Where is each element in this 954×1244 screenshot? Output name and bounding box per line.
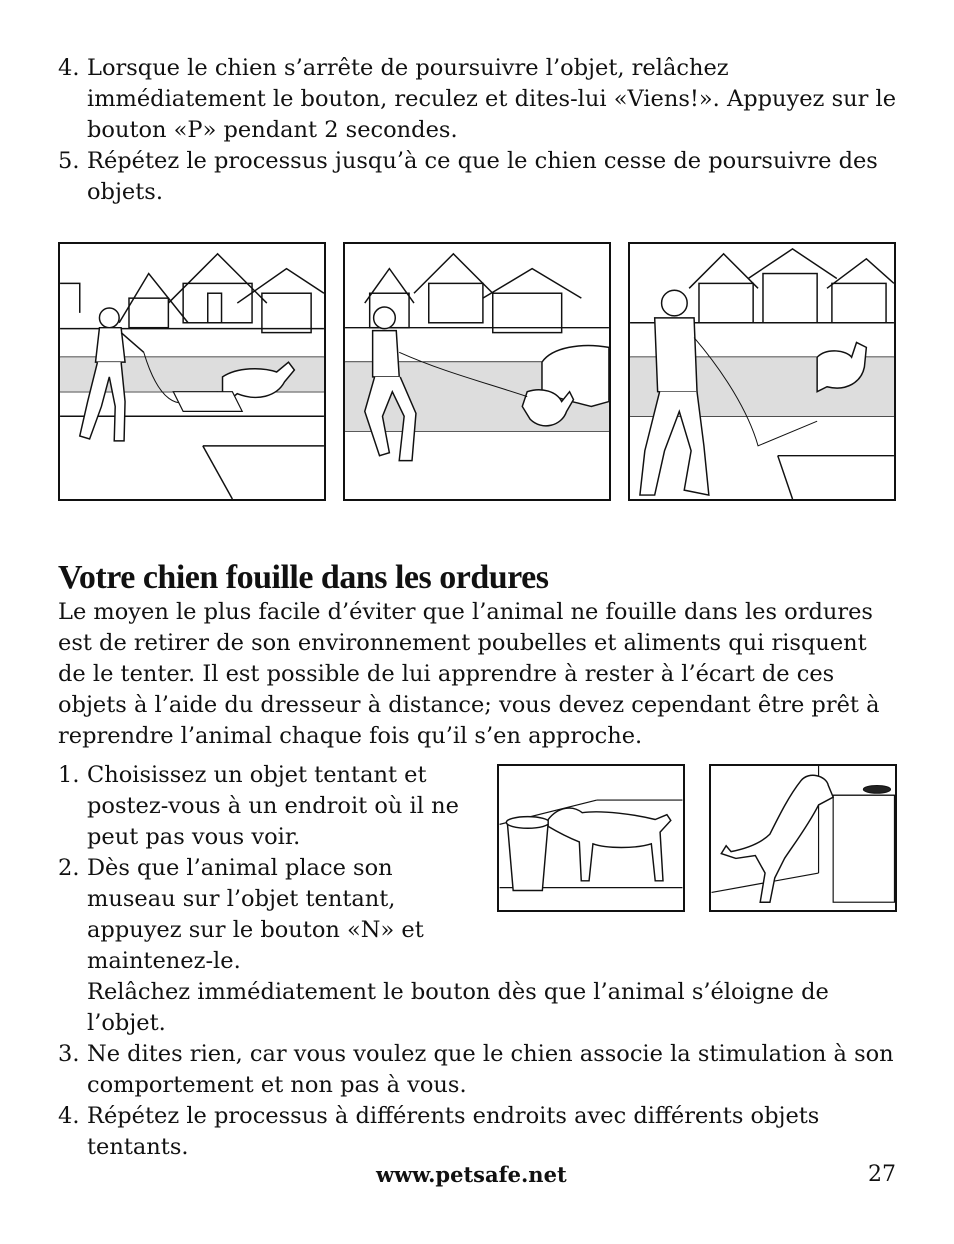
list-item — [58, 1101, 908, 1163]
illustration-panel-3 — [628, 242, 896, 501]
list-item — [58, 53, 898, 146]
top-instruction-list — [58, 53, 898, 208]
list-item-text: Dès que l’animal place son museau sur l’objet tentant, appuyez sur le bouton «N» et maintenez-le. — [87, 855, 424, 974]
list-item-number: 5. — [58, 148, 80, 174]
illustration-panel-trash — [497, 764, 685, 912]
footer-url: www.petsafe.net — [376, 1162, 567, 1187]
list-item-text: Choisissez un objet tentant et postez-vous à un endroit où il ne peut pas vous voir. — [87, 762, 459, 850]
list-item-text: Ne dites rien, car vous voulez que le chien associe la stimulation à son comportement et non pas à vous. — [87, 1041, 894, 1098]
list-item-number: 1. — [58, 762, 80, 788]
dog-jumping-on-counter-illustration — [711, 766, 895, 910]
person-dog-chasing-object-illustration — [60, 244, 324, 499]
list-item-number: 2. — [58, 855, 80, 881]
illustration-panel-2 — [343, 242, 611, 501]
list-item-text: Répétez le processus à différents endroits avec différents objets tentants. — [87, 1103, 820, 1160]
list-item — [58, 1039, 908, 1101]
list-item-number: 4. — [58, 1103, 80, 1129]
list-item — [58, 760, 487, 853]
list-item-number: 4. — [58, 55, 80, 81]
person-dog-car-illustration — [345, 244, 609, 499]
illustration-panel-counter — [709, 764, 897, 912]
person-dog-returning-illustration — [630, 244, 894, 499]
page-number: 27 — [868, 1162, 896, 1187]
list-item-text: Répétez le processus jusqu’à ce que le chien cesse de poursuivre des objets. — [87, 148, 878, 205]
list-item-number: 3. — [58, 1041, 80, 1067]
dog-sniffing-trash-can-illustration — [499, 766, 683, 910]
section-intro: Le moyen le plus facile d’éviter que l’animal ne fouille dans les ordures est de retirer de son environnement poubelles et aliments qui risquent de le tenter. Il est possible de lui apprendre à rester à l’écart de ces objets à l’aide du dresseur à distance; vous devez cependant être prêt à reprendre l’animal chaque fois qu’il s’en approche. — [58, 599, 880, 749]
list-item — [58, 146, 898, 208]
section-heading: Votre chien fouille dans les ordures — [58, 559, 549, 596]
illustration-panel-1 — [58, 242, 326, 501]
list-item-text-continued: Relâchez immédiatement le bouton dès que l’animal s’éloigne de l’objet. — [87, 979, 829, 1036]
list-item-text: Lorsque le chien s’arrête de poursuivre l’objet, relâchez immédiatement le bouton, reculez et dites-lui «Viens!». Appuyez sur le bouton «P» pendant 2 secondes. — [87, 55, 897, 143]
